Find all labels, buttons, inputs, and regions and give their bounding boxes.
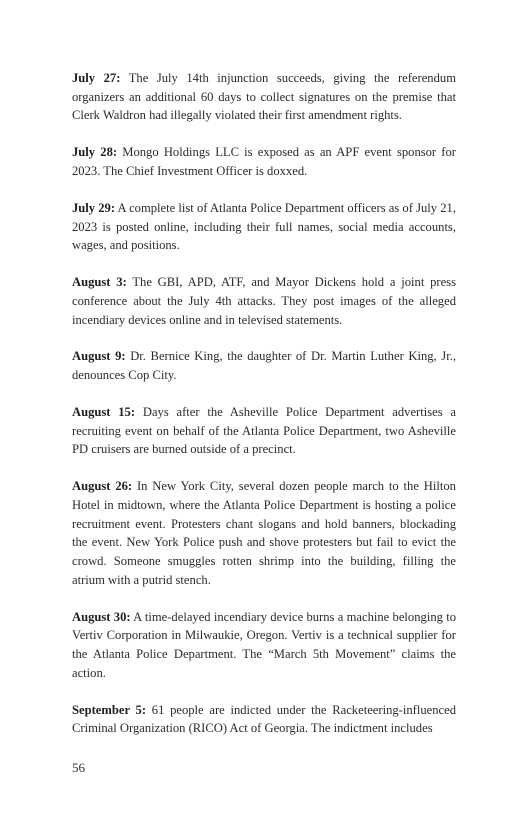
entry-text: In New York City, several dozen people march to the Hilton Hotel in midtown, where the Atlanta Police Department is hosting a police recruitment event. Protesters chant slogans and hold banners, blockading the event. New York Police push and shove protesters but fail to evict the crowd. Someone smuggles rotten shrimp into the building, filling the atrium with a putrid stench. xyxy=(72,479,456,587)
timeline-entry xyxy=(72,347,456,384)
entry-text: The GBI, APD, ATF, and Mayor Dickens hold a joint press conference about the July 4th attacks. They post images of the alleged incendiary devices online and in televised statements. xyxy=(72,275,456,327)
entry-date: September 5: xyxy=(72,702,147,717)
timeline-entry xyxy=(72,701,456,738)
timeline-entry xyxy=(72,273,456,329)
entry-date: August 26: xyxy=(72,479,133,494)
entry-date: August 9: xyxy=(72,349,126,364)
timeline-entry xyxy=(72,69,456,125)
timeline-entry xyxy=(72,199,456,255)
entry-text: A complete list of Atlanta Police Department officers as of July 21, 2023 is posted online, including their full names, social media accounts, wages, and positions. xyxy=(72,200,456,253)
timeline-entry xyxy=(72,403,456,459)
entry-text: Days after the Asheville Police Department advertises a recruiting event on behalf of the Atlanta Police Department, two Asheville PD cruisers are burned outside of a precinct. xyxy=(72,405,456,457)
entry-text: Mongo Holdings LLC is exposed as an APF event sponsor for 2023. The Chief Investment Officer is doxxed. xyxy=(72,145,456,178)
entry-date: July 28: xyxy=(72,145,118,160)
entry-date: July 29: xyxy=(72,200,116,215)
entry-date: August 3: xyxy=(72,275,127,290)
timeline-entry xyxy=(72,608,456,683)
page-body xyxy=(72,69,456,756)
entry-date: August 30: xyxy=(72,609,131,624)
entry-date: July 27: xyxy=(72,71,121,85)
page-number: 56 xyxy=(72,760,85,775)
entry-text: A time-delayed incendiary device burns a machine belonging to Vertiv Corporation in Milwaukie, Oregon. Vertiv is a technical supplier for the Atlanta Police Department. The “March 5th Movement” claims the action. xyxy=(72,609,456,680)
entry-text: The July 14th injunction succeeds, giving the referendum organizers an additional 60 days to collect signatures on the premise that Clerk Waldron had illegally violated their first amendment rights. xyxy=(72,71,456,123)
entry-text: Dr. Bernice King, the daughter of Dr. Martin Luther King, Jr., denounces Cop City. xyxy=(72,349,456,383)
entry-date: August 15: xyxy=(72,405,136,420)
timeline-entry xyxy=(72,143,456,180)
entry-text: 61 people are indicted under the Racketeering-influenced Criminal Organization (RICO) Act of Georgia. The indictment includes xyxy=(72,702,457,736)
timeline-entry xyxy=(72,477,456,589)
